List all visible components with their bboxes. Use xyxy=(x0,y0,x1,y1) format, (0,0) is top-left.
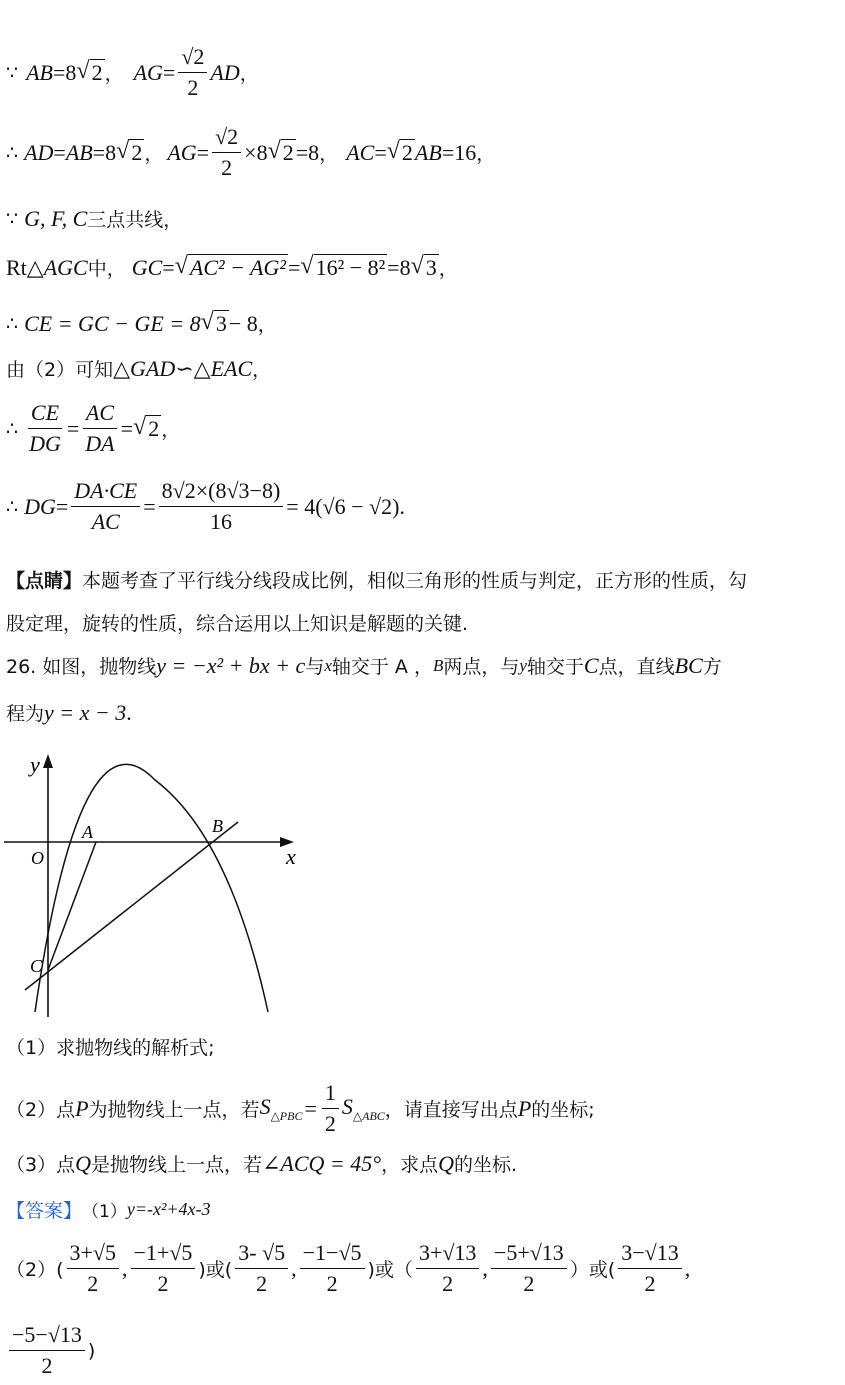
math-text: AD xyxy=(210,59,240,85)
math-text: Q xyxy=(75,1150,91,1176)
fraction: $\frac{-5+√13}{2}$ xyxy=(491,1240,567,1297)
math-text: = xyxy=(374,139,387,165)
fraction: $\frac{3- √5}{2}$ xyxy=(235,1240,288,1297)
answer-3 xyxy=(6,1322,95,1379)
parabola-graph xyxy=(0,742,320,1022)
text: 股定理，旋转的性质，综合运用以上知识是解题的关键. xyxy=(6,613,469,635)
math-text: = xyxy=(162,254,175,280)
text: 26. 如图，抛物线 xyxy=(6,656,157,678)
math-text: =8 xyxy=(387,254,411,280)
line-bc xyxy=(25,822,238,990)
solution-line-8 xyxy=(6,478,405,535)
y-axis-arrow xyxy=(43,754,53,768)
math-text: BC xyxy=(674,652,703,678)
math-text: P xyxy=(75,1095,89,1121)
problem-26-line-2 xyxy=(6,699,132,726)
math-text: . xyxy=(126,699,132,725)
fraction: $\frac{3-√13}{2}$ xyxy=(618,1240,681,1297)
text: 的坐标. xyxy=(453,1154,518,1176)
text: 方 xyxy=(702,656,722,678)
text: （2）点 xyxy=(6,1099,76,1121)
math-text: AB xyxy=(414,139,442,165)
text: 的坐标; xyxy=(531,1099,595,1121)
separator: ， xyxy=(257,314,277,336)
math-text: =8 xyxy=(295,139,320,165)
because-symbol: ∵ xyxy=(6,61,19,84)
solution-line-3 xyxy=(6,205,182,232)
math-text: $S_{\triangle PBC}$ xyxy=(259,1093,303,1123)
solution-line-1 xyxy=(6,44,259,101)
math-text: y = x − 3 xyxy=(44,699,127,725)
fraction: $\frac{-1+√5}{2}$ xyxy=(131,1240,196,1297)
separator: ， xyxy=(476,143,496,165)
problem-26-line-1 xyxy=(6,652,722,679)
math-text: $S_{\triangle ABC}$ xyxy=(341,1093,385,1123)
math-text: ×8 xyxy=(244,139,268,165)
math-text: ∠ACQ = 45° xyxy=(262,1150,382,1176)
math-text: = xyxy=(162,59,176,85)
text: ）或( xyxy=(569,1259,616,1281)
math-text: − 8 xyxy=(228,310,258,336)
fraction: $\frac{8√2\times(8√3-8)}{16}$ xyxy=(159,478,284,535)
fraction: $\frac{√2}{2}$ xyxy=(212,124,241,181)
solution-line-7 xyxy=(6,400,180,457)
solution-line-5 xyxy=(6,310,277,337)
math-text: = xyxy=(196,139,210,165)
text: 为抛物线上一点，若 xyxy=(88,1099,260,1121)
math-text: = xyxy=(66,415,80,441)
separator: ， xyxy=(239,63,259,85)
label-y: y xyxy=(30,752,40,777)
math-text: DG xyxy=(24,493,56,519)
separator: ， xyxy=(161,419,181,441)
comma: , xyxy=(291,1255,297,1281)
text: （3）点 xyxy=(6,1154,76,1176)
math-text: Q xyxy=(438,1150,454,1176)
math-text: GC xyxy=(131,254,163,280)
label-c: C xyxy=(30,956,43,976)
math-text: = xyxy=(287,254,301,280)
text: ，请直接写出点 xyxy=(384,1099,518,1121)
separator: ， xyxy=(144,143,164,165)
text: 两点，与 xyxy=(443,656,520,678)
solution-line-6 xyxy=(6,355,271,382)
label-o: O xyxy=(31,848,44,868)
text: ) xyxy=(87,1339,96,1362)
math-text: AC xyxy=(346,139,375,165)
sqrt-expression: √ 3 xyxy=(200,309,227,336)
text: （2）( xyxy=(6,1259,64,1281)
therefore-symbol: ∴ xyxy=(6,141,19,164)
text: 程为 xyxy=(6,703,45,725)
text: 与 xyxy=(305,656,325,678)
fraction: $\frac{3+√5}{2}$ xyxy=(67,1240,119,1297)
label-x: x xyxy=(286,844,296,869)
text: 轴交于 A ， xyxy=(331,656,433,678)
text: （1）求抛物线的解析式; xyxy=(6,1037,215,1059)
sqrt-expression: √ 2 xyxy=(267,138,294,165)
comment-line-2 xyxy=(6,609,468,636)
text: 本题考查了平行线分线段成比例，相似三角形的性质与判定，正方形的性质，勾 xyxy=(82,570,748,592)
answer-tag: 【答案】 xyxy=(6,1200,83,1222)
math-text: G, F, C xyxy=(24,205,88,231)
fraction: $\frac{CE}{DG}$ xyxy=(29,400,61,456)
math-text: =8 xyxy=(52,59,77,85)
sqrt-expression: √ 16² − 8² xyxy=(300,253,386,280)
math-text: y=-x²+4x-3 xyxy=(126,1199,211,1219)
math-text: = xyxy=(304,1095,317,1121)
math-text: AG xyxy=(133,59,163,85)
text: 是抛物线上一点，若 xyxy=(90,1154,262,1176)
fraction: $\frac{1}{2}$ xyxy=(322,1080,339,1137)
sqrt-expression: √ 3 xyxy=(410,253,437,280)
separator: ， xyxy=(104,63,124,85)
label-b: B xyxy=(212,816,223,836)
math-text: AD xyxy=(24,139,54,165)
math-text: AG xyxy=(167,139,197,165)
math-text: C xyxy=(583,652,599,678)
because-symbol: ∵ xyxy=(6,207,19,230)
line-ac xyxy=(48,842,96,970)
text: 轴交于 xyxy=(526,656,584,678)
text: 点，直线 xyxy=(598,656,675,678)
therefore-symbol: ∴ xyxy=(6,417,19,440)
math-text: =8 xyxy=(92,139,117,165)
math-text: = 4(√6 − √2). xyxy=(286,493,405,519)
text: 中， xyxy=(87,258,126,280)
text: 由（2）可知 xyxy=(6,359,114,381)
comment-line-1 xyxy=(6,566,747,593)
math-text: △GAD∽△EAC xyxy=(113,355,253,381)
sqrt-expression: √ 2 xyxy=(116,138,143,165)
comment-tag: 【点睛】 xyxy=(6,570,83,592)
fraction: $\frac{-5-√13}{2}$ xyxy=(9,1322,85,1379)
sqrt-expression: √ 2 xyxy=(76,58,103,85)
solution-line-4 xyxy=(6,254,458,281)
fraction: $\frac{AC}{DA}$ xyxy=(82,400,117,457)
answer-1 xyxy=(6,1196,211,1223)
text: （1） xyxy=(82,1202,127,1222)
sqrt-expression: √ 2 xyxy=(133,414,160,441)
math-text: = xyxy=(120,415,134,441)
text: )或( xyxy=(198,1259,233,1281)
parabola-curve xyxy=(35,764,268,1012)
question-2 xyxy=(6,1080,595,1137)
math-text: AGC xyxy=(43,254,88,280)
sqrt-expression: √ AC² − AG² xyxy=(174,253,286,280)
math-text: y = −x² + bx + c xyxy=(156,652,306,678)
question-1 xyxy=(6,1033,215,1060)
comma: , xyxy=(684,1255,691,1281)
sqrt-expression: √ 2 xyxy=(386,138,413,165)
math-text: y xyxy=(519,655,527,675)
comma: , xyxy=(122,1255,128,1281)
label-a: A xyxy=(82,822,93,842)
fraction: $\frac{DA\cdot CE}{AC}$ xyxy=(71,478,140,535)
math-text: AB xyxy=(26,59,53,85)
comma: , xyxy=(482,1255,488,1281)
math-text: = xyxy=(53,139,66,165)
text: 三点共线， xyxy=(87,209,183,231)
math-text: Rt△ xyxy=(6,254,44,280)
math-text: x xyxy=(324,655,332,675)
separator: ， xyxy=(252,359,272,381)
fraction: $\frac{-1-√5}{2}$ xyxy=(300,1240,365,1297)
therefore-symbol: ∴ xyxy=(6,312,19,335)
therefore-symbol: ∴ xyxy=(6,495,19,518)
math-text: P xyxy=(517,1095,532,1121)
fraction: $\frac{3+√13}{2}$ xyxy=(416,1240,479,1297)
math-text: CE = GC − GE = 8 xyxy=(24,310,201,336)
fraction: $\frac{√2}{2}$ xyxy=(178,44,207,101)
question-3 xyxy=(6,1150,517,1177)
text: ，求点 xyxy=(381,1154,439,1176)
math-text: AB xyxy=(65,139,93,165)
math-text: = xyxy=(55,493,69,519)
math-text: = xyxy=(143,493,156,519)
solution-line-2 xyxy=(6,124,495,181)
separator: ， xyxy=(319,143,339,165)
math-text: B xyxy=(432,655,444,675)
separator: ， xyxy=(438,258,458,280)
answer-2 xyxy=(6,1240,690,1297)
math-text: =16 xyxy=(441,139,477,165)
text: )或（ xyxy=(367,1259,413,1281)
